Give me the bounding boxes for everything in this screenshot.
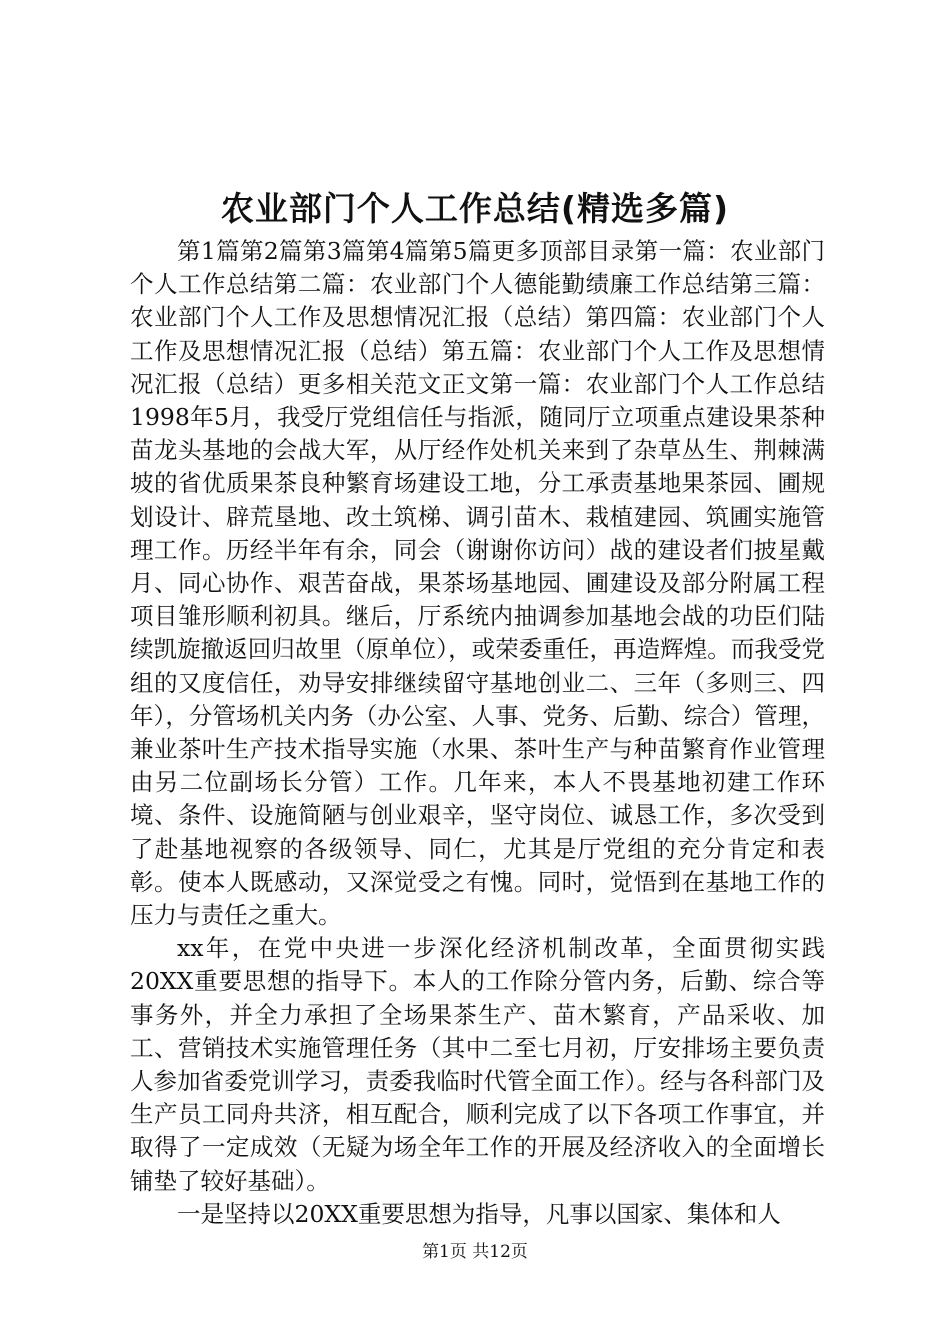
document-title: 农业部门个人工作总结(精选多篇) — [220, 189, 730, 228]
paragraph: 第1篇第2篇第3篇第4篇第5篇更多顶部目录第一篇：农业部门个人工作总结第二篇：农业部门个人德能勤绩廉工作总结第三篇：农业部门个人工作及思想情况汇报（总结）第四篇：农业部门个人工作及思想情况汇报（总结）第五篇：农业部门个人工作及思想情况汇报（总结）更多相关范文正文第一篇：农业部门个人工作总结1998年5月，我受厅党组信任与指派，随同厅立项重点建设果茶种苗龙头基地的会战大军，从厅经作处机关来到了杂草丛生、荆棘满坡的省优质果茶良种繁育场建设工地，分工承责基地果茶园、圃规划设计、辟荒垦地、改土筑梯、调引苗木、栽植建园、筑圃实施管理工作。历经半年有余，同会（谢谢你访问）战的建设者们披星戴月、同心协作、艰苦奋战，果茶场基地园、圃建设及部分附属工程项目雏形顺利初具。继后，厅系统内抽调参加基地会战的功臣们陆续凯旋撤返回归故里（原单位），或荣委重任，再造辉煌。而我受党组的又度信任，劝导安排继续留守基地创业二、三年（多则三、四年），分管场机关内务（办公室、人事、党务、后勤、综合）管理，兼业茶叶生产技术指导实施（水果、茶叶生产与种苗繁育作业管理由另二位副场长分管）工作。几年来，本人不畏基地初建工作环境、条件、设施简陋与创业艰辛，坚守岗位、诚恳工作，多次受到了赴基地视察的各级领导、同仁，尤其是厅党组的充分肯定和表彰。使本人既感动，又深觉受之有愧。同时，觉悟到在基地工作的压力与责任之重大。 — [130, 237, 825, 930]
document-body — [130, 235, 825, 1231]
paragraph: xx年，在党中央进一步深化经济机制改革，全面贯彻实践20XX重要思想的指导下。本人的工作除分管内务，后勤、综合等事务外，并全力承担了全场果茶生产、苗木繁育，产品采收、加工、营销技术实施管理任务（其中二至七月初，厅安排场主要负责人参加省委党训学习，责委我临时代管全面工作）。经与各科部门及生产员工同舟共济，相互配合，顺利完成了以下各项工作事宜，并取得了一定成效（无疑为场全年工作的开展及经济收入的全面增长铺垫了较好基础）。 — [130, 934, 825, 1195]
page-footer: 第1页 共12页 — [422, 1242, 528, 1262]
paragraph: 一是坚持以20XX重要思想为指导，凡事以国家、集体和人 — [177, 1199, 781, 1228]
